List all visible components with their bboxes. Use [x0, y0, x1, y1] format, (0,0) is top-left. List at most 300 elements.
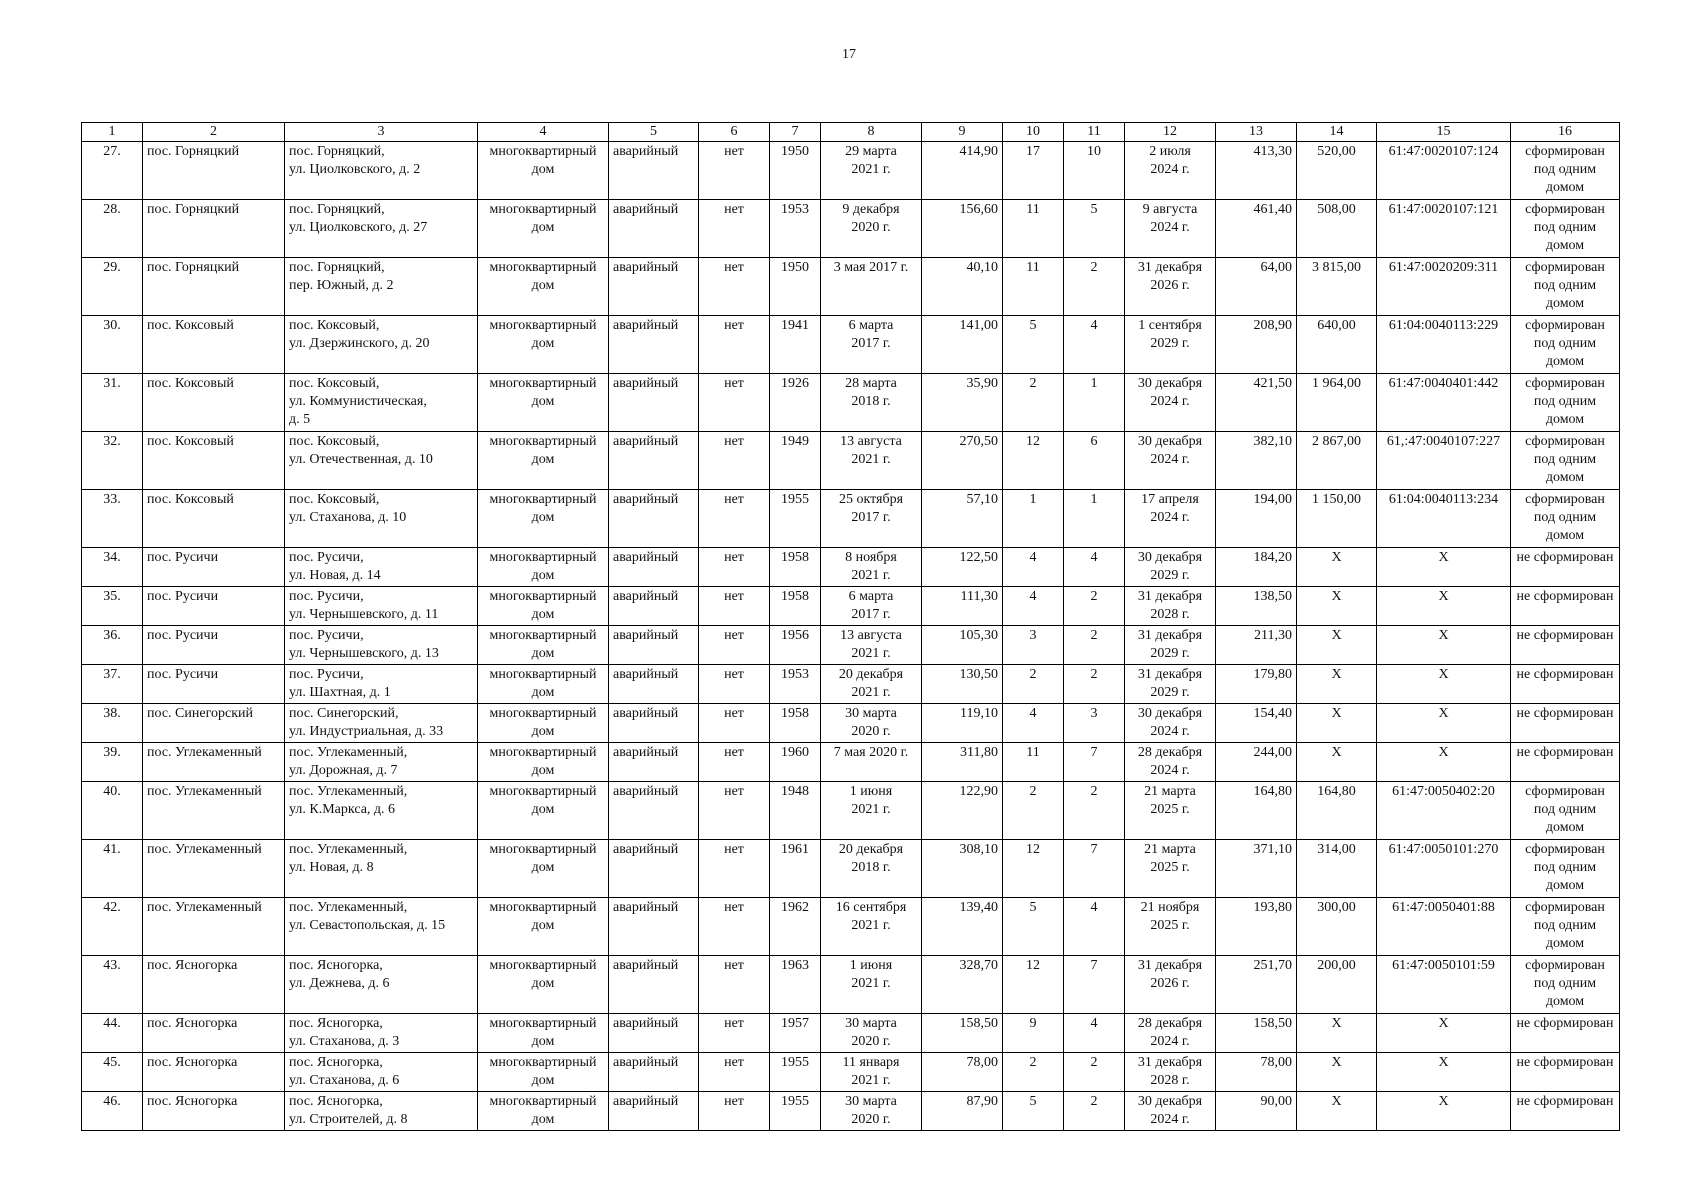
- cell-resettlement-deadline: 31 декабря 2029 г.: [1125, 626, 1216, 665]
- column-number-7: 7: [770, 123, 821, 142]
- cell-build-year: 1958: [770, 548, 821, 587]
- cell-col-11: 7: [1064, 840, 1125, 898]
- cell-col-11: 1: [1064, 374, 1125, 432]
- cell-col-6: нет: [699, 1092, 770, 1131]
- cell-recognition-date: 30 марта 2020 г.: [821, 1092, 922, 1131]
- cell-resettlement-deadline: 30 декабря 2024 г.: [1125, 704, 1216, 743]
- cell-land-plot-status: не сформирован: [1511, 587, 1620, 626]
- cell-cadastral-number: 61:47:0040401:442: [1377, 374, 1511, 432]
- cell-settlement: пос. Углекаменный: [143, 782, 285, 840]
- cell-cadastral-number: X: [1377, 665, 1511, 704]
- table-row: [82, 840, 1620, 898]
- cell-cadastral-number: X: [1377, 1014, 1511, 1053]
- cell-col-14: 2 867,00: [1297, 432, 1377, 490]
- cell-address: пос. Русичи, ул. Новая, д. 14: [285, 548, 478, 587]
- cell-col-11: 2: [1064, 587, 1125, 626]
- table-row: [82, 490, 1620, 548]
- cell-condition: аварийный: [609, 548, 699, 587]
- table-row: [82, 548, 1620, 587]
- cell-land-plot-status: не сформирован: [1511, 1014, 1620, 1053]
- cell-col-10: 11: [1003, 743, 1064, 782]
- cell-col-10: 5: [1003, 316, 1064, 374]
- column-number-8: 8: [821, 123, 922, 142]
- column-number-11: 11: [1064, 123, 1125, 142]
- cell-condition: аварийный: [609, 490, 699, 548]
- cell-area: 122,50: [922, 548, 1003, 587]
- cell-condition: аварийный: [609, 258, 699, 316]
- cell-land-plot-status: сформирован под одним домом: [1511, 142, 1620, 200]
- cell-row-number: 42.: [82, 898, 143, 956]
- cell-recognition-date: 3 мая 2017 г.: [821, 258, 922, 316]
- cell-resettlement-deadline: 17 апреля 2024 г.: [1125, 490, 1216, 548]
- cell-condition: аварийный: [609, 316, 699, 374]
- cell-col-6: нет: [699, 898, 770, 956]
- cell-address: пос. Ясногорка, ул. Строителей, д. 8: [285, 1092, 478, 1131]
- cell-col-11: 10: [1064, 142, 1125, 200]
- cell-build-year: 1961: [770, 840, 821, 898]
- cell-settlement: пос. Горняцкий: [143, 200, 285, 258]
- cell-col-11: 2: [1064, 258, 1125, 316]
- cell-col-11: 4: [1064, 316, 1125, 374]
- cell-col-6: нет: [699, 548, 770, 587]
- cell-area: 156,60: [922, 200, 1003, 258]
- cell-area: 111,30: [922, 587, 1003, 626]
- cell-land-plot-status: сформирован под одним домом: [1511, 374, 1620, 432]
- cell-col-6: нет: [699, 587, 770, 626]
- cell-col-14: 640,00: [1297, 316, 1377, 374]
- cell-land-plot-status: сформирован под одним домом: [1511, 200, 1620, 258]
- cell-area: 40,10: [922, 258, 1003, 316]
- cell-resettlement-deadline: 31 декабря 2026 г.: [1125, 258, 1216, 316]
- cell-cadastral-number: 61:47:0020209:311: [1377, 258, 1511, 316]
- cell-recognition-date: 1 июня 2021 г.: [821, 956, 922, 1014]
- cell-col-14: X: [1297, 587, 1377, 626]
- cell-col-6: нет: [699, 956, 770, 1014]
- cell-area: 119,10: [922, 704, 1003, 743]
- cell-col-10: 4: [1003, 704, 1064, 743]
- cell-row-number: 41.: [82, 840, 143, 898]
- cell-condition: аварийный: [609, 587, 699, 626]
- cell-recognition-date: 29 марта 2021 г.: [821, 142, 922, 200]
- cell-row-number: 46.: [82, 1092, 143, 1131]
- cell-settlement: пос. Коксовый: [143, 432, 285, 490]
- cell-col-10: 11: [1003, 258, 1064, 316]
- cell-col-13: 382,10: [1216, 432, 1297, 490]
- cell-recognition-date: 6 марта 2017 г.: [821, 316, 922, 374]
- cell-building-type: многоквартирный дом: [478, 956, 609, 1014]
- cell-condition: аварийный: [609, 898, 699, 956]
- cell-address: пос. Коксовый, ул. Коммунистическая, д. 5: [285, 374, 478, 432]
- table-row: [82, 142, 1620, 200]
- cell-cadastral-number: 61,:47:0040107:227: [1377, 432, 1511, 490]
- cell-address: пос. Углекаменный, ул. Новая, д. 8: [285, 840, 478, 898]
- cell-col-14: 300,00: [1297, 898, 1377, 956]
- cell-address: пос. Русичи, ул. Чернышевского, д. 13: [285, 626, 478, 665]
- cell-row-number: 44.: [82, 1014, 143, 1053]
- cell-col-6: нет: [699, 840, 770, 898]
- cell-area: 308,10: [922, 840, 1003, 898]
- cell-resettlement-deadline: 28 декабря 2024 г.: [1125, 1014, 1216, 1053]
- cell-resettlement-deadline: 21 ноября 2025 г.: [1125, 898, 1216, 956]
- cell-condition: аварийный: [609, 626, 699, 665]
- cell-row-number: 29.: [82, 258, 143, 316]
- table-row: [82, 1014, 1620, 1053]
- cell-land-plot-status: сформирован под одним домом: [1511, 432, 1620, 490]
- cell-col-6: нет: [699, 1014, 770, 1053]
- cell-col-14: 1 964,00: [1297, 374, 1377, 432]
- cell-col-10: 9: [1003, 1014, 1064, 1053]
- cell-col-13: 251,70: [1216, 956, 1297, 1014]
- cell-col-11: 2: [1064, 1092, 1125, 1131]
- cell-build-year: 1956: [770, 626, 821, 665]
- cell-row-number: 34.: [82, 548, 143, 587]
- cell-build-year: 1955: [770, 1092, 821, 1131]
- cell-building-type: многоквартирный дом: [478, 490, 609, 548]
- cell-col-6: нет: [699, 142, 770, 200]
- cell-land-plot-status: не сформирован: [1511, 1092, 1620, 1131]
- cell-building-type: многоквартирный дом: [478, 200, 609, 258]
- cell-row-number: 39.: [82, 743, 143, 782]
- cell-col-11: 6: [1064, 432, 1125, 490]
- cell-settlement: пос. Углекаменный: [143, 743, 285, 782]
- cell-col-6: нет: [699, 782, 770, 840]
- cell-build-year: 1950: [770, 142, 821, 200]
- cell-address: пос. Горняцкий, ул. Циолковского, д. 27: [285, 200, 478, 258]
- cell-build-year: 1962: [770, 898, 821, 956]
- cell-col-6: нет: [699, 665, 770, 704]
- cell-row-number: 28.: [82, 200, 143, 258]
- cell-area: 87,90: [922, 1092, 1003, 1131]
- cell-cadastral-number: X: [1377, 626, 1511, 665]
- cell-settlement: пос. Углекаменный: [143, 898, 285, 956]
- cell-col-11: 4: [1064, 898, 1125, 956]
- cell-cadastral-number: X: [1377, 587, 1511, 626]
- cell-settlement: пос. Ясногорка: [143, 1053, 285, 1092]
- column-number-13: 13: [1216, 123, 1297, 142]
- cell-land-plot-status: не сформирован: [1511, 665, 1620, 704]
- cell-col-6: нет: [699, 743, 770, 782]
- cell-cadastral-number: 61:47:0050401:88: [1377, 898, 1511, 956]
- cell-col-14: 1 150,00: [1297, 490, 1377, 548]
- cell-condition: аварийный: [609, 1092, 699, 1131]
- cell-settlement: пос. Ясногорка: [143, 956, 285, 1014]
- cell-address: пос. Ясногорка, ул. Стаханова, д. 6: [285, 1053, 478, 1092]
- cell-land-plot-status: не сформирован: [1511, 1053, 1620, 1092]
- cell-area: 141,00: [922, 316, 1003, 374]
- cell-build-year: 1960: [770, 743, 821, 782]
- cell-address: пос. Горняцкий, ул. Циолковского, д. 2: [285, 142, 478, 200]
- cell-row-number: 32.: [82, 432, 143, 490]
- cell-build-year: 1953: [770, 665, 821, 704]
- cell-settlement: пос. Ясногорка: [143, 1092, 285, 1131]
- cell-area: 57,10: [922, 490, 1003, 548]
- cell-settlement: пос. Русичи: [143, 665, 285, 704]
- cell-condition: аварийный: [609, 142, 699, 200]
- cell-resettlement-deadline: 30 декабря 2024 г.: [1125, 374, 1216, 432]
- cell-cadastral-number: X: [1377, 704, 1511, 743]
- cell-area: 328,70: [922, 956, 1003, 1014]
- table-row: [82, 898, 1620, 956]
- cell-area: 270,50: [922, 432, 1003, 490]
- cell-col-14: 520,00: [1297, 142, 1377, 200]
- cell-area: 139,40: [922, 898, 1003, 956]
- cell-recognition-date: 13 августа 2021 г.: [821, 432, 922, 490]
- cell-col-11: 5: [1064, 200, 1125, 258]
- cell-cadastral-number: 61:47:0050101:270: [1377, 840, 1511, 898]
- table-row: [82, 743, 1620, 782]
- cell-col-10: 4: [1003, 587, 1064, 626]
- column-number-15: 15: [1377, 123, 1511, 142]
- cell-col-13: 194,00: [1216, 490, 1297, 548]
- cell-address: пос. Ясногорка, ул. Дежнева, д. 6: [285, 956, 478, 1014]
- column-number-14: 14: [1297, 123, 1377, 142]
- cell-building-type: многоквартирный дом: [478, 898, 609, 956]
- cell-row-number: 45.: [82, 1053, 143, 1092]
- cell-land-plot-status: не сформирован: [1511, 704, 1620, 743]
- cell-area: 105,30: [922, 626, 1003, 665]
- column-number-6: 6: [699, 123, 770, 142]
- cell-col-11: 4: [1064, 548, 1125, 587]
- cell-building-type: многоквартирный дом: [478, 316, 609, 374]
- column-number-4: 4: [478, 123, 609, 142]
- cell-build-year: 1955: [770, 490, 821, 548]
- cell-recognition-date: 30 марта 2020 г.: [821, 704, 922, 743]
- cell-col-6: нет: [699, 626, 770, 665]
- cell-col-10: 3: [1003, 626, 1064, 665]
- cell-col-13: 164,80: [1216, 782, 1297, 840]
- cell-building-type: многоквартирный дом: [478, 1014, 609, 1053]
- cell-col-10: 4: [1003, 548, 1064, 587]
- cell-col-10: 2: [1003, 665, 1064, 704]
- column-number-9: 9: [922, 123, 1003, 142]
- cell-build-year: 1953: [770, 200, 821, 258]
- cell-row-number: 36.: [82, 626, 143, 665]
- cell-recognition-date: 13 августа 2021 г.: [821, 626, 922, 665]
- cell-col-10: 11: [1003, 200, 1064, 258]
- cell-cadastral-number: 61:47:0020107:124: [1377, 142, 1511, 200]
- cell-col-6: нет: [699, 316, 770, 374]
- cell-building-type: многоквартирный дом: [478, 432, 609, 490]
- cell-col-14: X: [1297, 704, 1377, 743]
- cell-address: пос. Коксовый, ул. Стаханова, д. 10: [285, 490, 478, 548]
- housing-registry-table: [81, 122, 1620, 1131]
- cell-build-year: 1963: [770, 956, 821, 1014]
- cell-recognition-date: 9 декабря 2020 г.: [821, 200, 922, 258]
- cell-row-number: 30.: [82, 316, 143, 374]
- cell-cadastral-number: 61:47:0050101:59: [1377, 956, 1511, 1014]
- cell-cadastral-number: X: [1377, 548, 1511, 587]
- cell-condition: аварийный: [609, 432, 699, 490]
- cell-land-plot-status: сформирован под одним домом: [1511, 782, 1620, 840]
- cell-col-14: X: [1297, 1053, 1377, 1092]
- table-row: [82, 704, 1620, 743]
- cell-col-6: нет: [699, 432, 770, 490]
- cell-col-13: 158,50: [1216, 1014, 1297, 1053]
- cell-col-14: X: [1297, 626, 1377, 665]
- cell-settlement: пос. Ясногорка: [143, 1014, 285, 1053]
- cell-col-13: 244,00: [1216, 743, 1297, 782]
- cell-area: 158,50: [922, 1014, 1003, 1053]
- cell-build-year: 1948: [770, 782, 821, 840]
- cell-build-year: 1955: [770, 1053, 821, 1092]
- table-row: [82, 626, 1620, 665]
- cell-building-type: многоквартирный дом: [478, 548, 609, 587]
- cell-col-10: 12: [1003, 432, 1064, 490]
- table-row: [82, 1092, 1620, 1131]
- cell-col-11: 1: [1064, 490, 1125, 548]
- cell-resettlement-deadline: 31 декабря 2028 г.: [1125, 587, 1216, 626]
- cell-col-11: 3: [1064, 704, 1125, 743]
- cell-col-10: 12: [1003, 840, 1064, 898]
- cell-recognition-date: 1 июня 2021 г.: [821, 782, 922, 840]
- cell-col-6: нет: [699, 704, 770, 743]
- cell-building-type: многоквартирный дом: [478, 1092, 609, 1131]
- cell-resettlement-deadline: 31 декабря 2026 г.: [1125, 956, 1216, 1014]
- cell-col-14: X: [1297, 1014, 1377, 1053]
- cell-area: 35,90: [922, 374, 1003, 432]
- cell-row-number: 38.: [82, 704, 143, 743]
- cell-col-10: 5: [1003, 898, 1064, 956]
- cell-settlement: пос. Русичи: [143, 548, 285, 587]
- table-row: [82, 587, 1620, 626]
- cell-col-13: 64,00: [1216, 258, 1297, 316]
- column-number-2: 2: [143, 123, 285, 142]
- cell-recognition-date: 8 ноября 2021 г.: [821, 548, 922, 587]
- cell-col-6: нет: [699, 258, 770, 316]
- cell-col-10: 2: [1003, 1053, 1064, 1092]
- cell-settlement: пос. Коксовый: [143, 374, 285, 432]
- cell-settlement: пос. Горняцкий: [143, 258, 285, 316]
- cell-col-14: 164,80: [1297, 782, 1377, 840]
- cell-col-13: 184,20: [1216, 548, 1297, 587]
- cell-building-type: многоквартирный дом: [478, 258, 609, 316]
- cell-col-13: 413,30: [1216, 142, 1297, 200]
- cell-row-number: 40.: [82, 782, 143, 840]
- cell-col-13: 90,00: [1216, 1092, 1297, 1131]
- cell-col-14: X: [1297, 1092, 1377, 1131]
- cell-col-13: 208,90: [1216, 316, 1297, 374]
- cell-building-type: многоквартирный дом: [478, 743, 609, 782]
- cell-build-year: 1958: [770, 704, 821, 743]
- cell-cadastral-number: 61:04:0040113:234: [1377, 490, 1511, 548]
- cell-col-14: X: [1297, 665, 1377, 704]
- cell-recognition-date: 11 января 2021 г.: [821, 1053, 922, 1092]
- cell-row-number: 37.: [82, 665, 143, 704]
- cell-recognition-date: 20 декабря 2018 г.: [821, 840, 922, 898]
- cell-building-type: многоквартирный дом: [478, 665, 609, 704]
- cell-resettlement-deadline: 30 декабря 2024 г.: [1125, 432, 1216, 490]
- cell-recognition-date: 28 марта 2018 г.: [821, 374, 922, 432]
- cell-col-10: 2: [1003, 782, 1064, 840]
- cell-col-6: нет: [699, 200, 770, 258]
- page-number: 17: [842, 47, 856, 62]
- cell-cadastral-number: X: [1377, 743, 1511, 782]
- cell-land-plot-status: не сформирован: [1511, 626, 1620, 665]
- cell-col-11: 4: [1064, 1014, 1125, 1053]
- cell-col-14: 314,00: [1297, 840, 1377, 898]
- cell-col-13: 154,40: [1216, 704, 1297, 743]
- cell-settlement: пос. Синегорский: [143, 704, 285, 743]
- cell-resettlement-deadline: 1 сентября 2029 г.: [1125, 316, 1216, 374]
- cell-settlement: пос. Горняцкий: [143, 142, 285, 200]
- cell-row-number: 27.: [82, 142, 143, 200]
- cell-cadastral-number: 61:47:0020107:121: [1377, 200, 1511, 258]
- cell-address: пос. Углекаменный, ул. Дорожная, д. 7: [285, 743, 478, 782]
- table-row: [82, 316, 1620, 374]
- cell-building-type: многоквартирный дом: [478, 374, 609, 432]
- cell-building-type: многоквартирный дом: [478, 142, 609, 200]
- cell-condition: аварийный: [609, 743, 699, 782]
- cell-building-type: многоквартирный дом: [478, 840, 609, 898]
- cell-recognition-date: 16 сентября 2021 г.: [821, 898, 922, 956]
- cell-address: пос. Русичи, ул. Шахтная, д. 1: [285, 665, 478, 704]
- cell-settlement: пос. Коксовый: [143, 316, 285, 374]
- cell-condition: аварийный: [609, 956, 699, 1014]
- cell-settlement: пос. Русичи: [143, 626, 285, 665]
- cell-recognition-date: 30 марта 2020 г.: [821, 1014, 922, 1053]
- cell-land-plot-status: сформирован под одним домом: [1511, 490, 1620, 548]
- cell-col-10: 2: [1003, 374, 1064, 432]
- table-row: [82, 782, 1620, 840]
- table-row: [82, 1053, 1620, 1092]
- cell-build-year: 1941: [770, 316, 821, 374]
- cell-col-10: 1: [1003, 490, 1064, 548]
- cell-row-number: 33.: [82, 490, 143, 548]
- cell-resettlement-deadline: 9 августа 2024 г.: [1125, 200, 1216, 258]
- cell-building-type: многоквартирный дом: [478, 626, 609, 665]
- cell-settlement: пос. Углекаменный: [143, 840, 285, 898]
- cell-col-13: 371,10: [1216, 840, 1297, 898]
- cell-col-10: 17: [1003, 142, 1064, 200]
- cell-resettlement-deadline: 28 декабря 2024 г.: [1125, 743, 1216, 782]
- cell-col-13: 138,50: [1216, 587, 1297, 626]
- cell-col-10: 12: [1003, 956, 1064, 1014]
- cell-col-6: нет: [699, 1053, 770, 1092]
- cell-col-11: 2: [1064, 626, 1125, 665]
- cell-land-plot-status: сформирован под одним домом: [1511, 898, 1620, 956]
- cell-col-11: 2: [1064, 782, 1125, 840]
- cell-settlement: пос. Коксовый: [143, 490, 285, 548]
- column-number-1: 1: [82, 123, 143, 142]
- cell-col-14: 200,00: [1297, 956, 1377, 1014]
- cell-col-13: 193,80: [1216, 898, 1297, 956]
- cell-address: пос. Русичи, ул. Чернышевского, д. 11: [285, 587, 478, 626]
- cell-building-type: многоквартирный дом: [478, 782, 609, 840]
- table-row: [82, 432, 1620, 490]
- cell-condition: аварийный: [609, 374, 699, 432]
- cell-condition: аварийный: [609, 1014, 699, 1053]
- cell-col-6: нет: [699, 374, 770, 432]
- cell-cadastral-number: 61:04:0040113:229: [1377, 316, 1511, 374]
- cell-recognition-date: 6 марта 2017 г.: [821, 587, 922, 626]
- cell-col-13: 211,30: [1216, 626, 1297, 665]
- cell-area: 78,00: [922, 1053, 1003, 1092]
- cell-resettlement-deadline: 2 июля 2024 г.: [1125, 142, 1216, 200]
- cell-address: пос. Коксовый, ул. Дзержинского, д. 20: [285, 316, 478, 374]
- cell-col-11: 2: [1064, 665, 1125, 704]
- cell-build-year: 1926: [770, 374, 821, 432]
- cell-settlement: пос. Русичи: [143, 587, 285, 626]
- cell-cadastral-number: X: [1377, 1092, 1511, 1131]
- cell-col-13: 179,80: [1216, 665, 1297, 704]
- cell-row-number: 43.: [82, 956, 143, 1014]
- cell-land-plot-status: сформирован под одним домом: [1511, 956, 1620, 1014]
- cell-resettlement-deadline: 21 марта 2025 г.: [1125, 840, 1216, 898]
- cell-condition: аварийный: [609, 665, 699, 704]
- cell-recognition-date: 25 октября 2017 г.: [821, 490, 922, 548]
- column-number-12: 12: [1125, 123, 1216, 142]
- cell-recognition-date: 7 мая 2020 г.: [821, 743, 922, 782]
